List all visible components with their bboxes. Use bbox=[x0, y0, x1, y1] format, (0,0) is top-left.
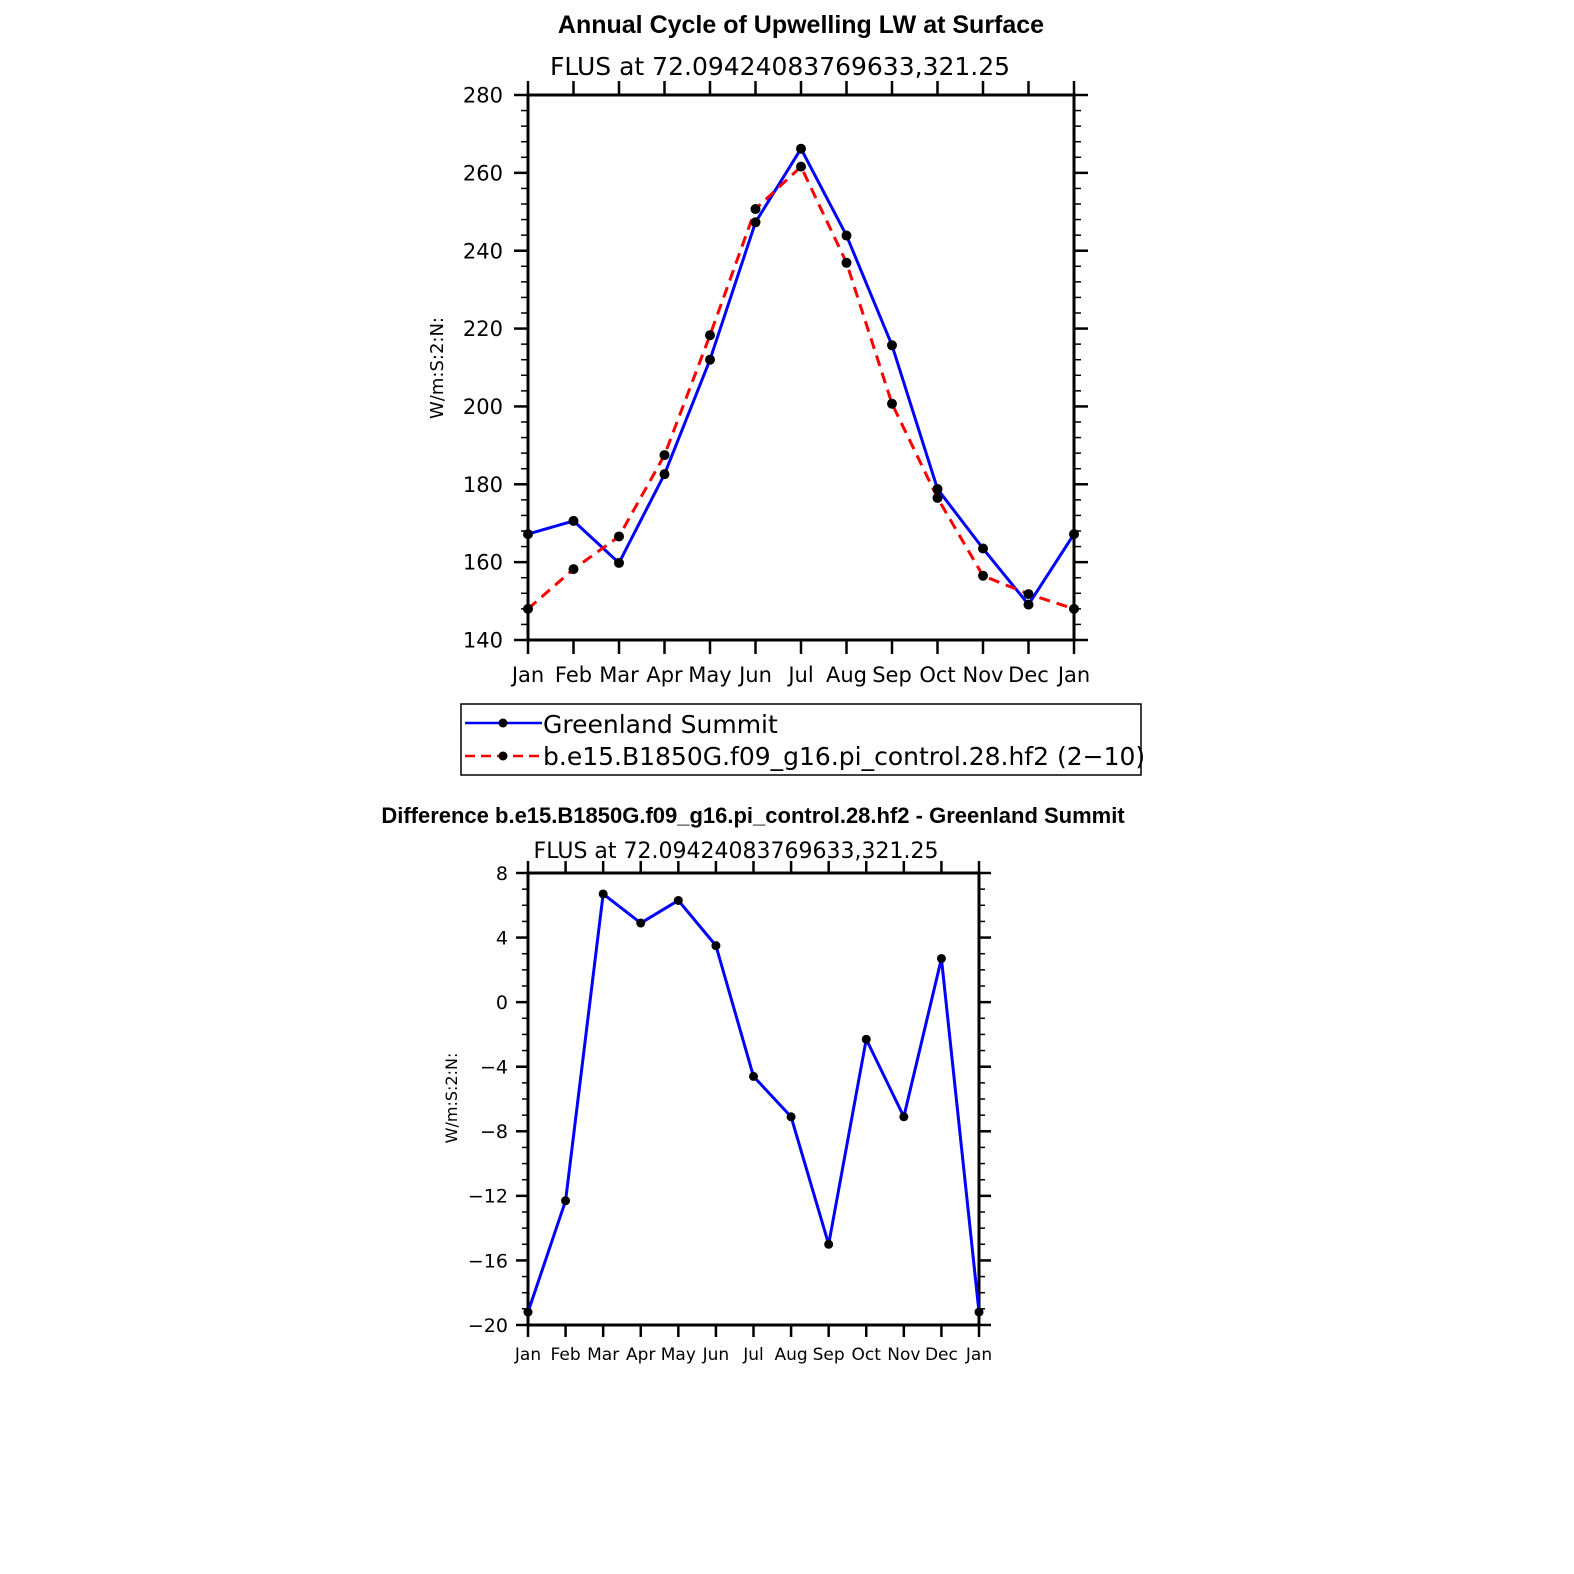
annual-cycle-chart bbox=[427, 11, 1145, 775]
y-tick-label: 200 bbox=[462, 394, 503, 419]
data-point bbox=[749, 1072, 758, 1081]
data-point bbox=[796, 144, 806, 154]
axis-ticks bbox=[516, 861, 991, 1337]
y-tick-label: −16 bbox=[467, 1250, 508, 1273]
x-tick-label: Feb bbox=[554, 663, 593, 687]
data-point bbox=[614, 531, 624, 541]
x-tick-label: May bbox=[660, 1345, 696, 1365]
chart-subtitle: FLUS at 72.09424083769633,321.25 bbox=[549, 52, 1011, 81]
x-tick-label: Oct bbox=[851, 1345, 881, 1365]
x-tick-label: Jan bbox=[514, 1345, 542, 1365]
data-point bbox=[937, 954, 946, 963]
x-tick-labels bbox=[514, 1345, 992, 1365]
legend bbox=[461, 704, 1145, 775]
y-axis-label: W/m:S:2:N: bbox=[442, 1052, 461, 1144]
data-point bbox=[1069, 604, 1079, 614]
data-point bbox=[787, 1112, 796, 1121]
x-tick-labels bbox=[510, 663, 1090, 687]
y-tick-label: 240 bbox=[462, 239, 503, 264]
data-point bbox=[933, 493, 943, 503]
plot-frame bbox=[528, 873, 979, 1325]
y-tick-label: 0 bbox=[495, 991, 508, 1014]
data-point bbox=[599, 889, 608, 898]
y-tick-label: 220 bbox=[462, 317, 503, 342]
y-tick-label: −12 bbox=[467, 1185, 508, 1208]
legend-label-model: b.e15.B1850G.f09_g16.pi_control.28.hf2 (2−10) bbox=[543, 742, 1146, 771]
chart-title: Difference b.e15.B1850G.f09_g16.pi_control.28.hf2 - Greenland Summit bbox=[381, 803, 1125, 828]
y-tick-label: −8 bbox=[479, 1121, 508, 1144]
y-tick-label: 140 bbox=[462, 628, 503, 653]
data-point bbox=[751, 217, 761, 227]
x-tick-label: Nov bbox=[962, 663, 1004, 687]
x-tick-label: Jan bbox=[1057, 663, 1091, 687]
x-tick-label: Jun bbox=[739, 663, 772, 687]
data-point bbox=[524, 1308, 533, 1317]
data-point bbox=[887, 399, 897, 409]
data-point bbox=[978, 544, 988, 554]
data-point bbox=[824, 1240, 833, 1249]
x-tick-label: Feb bbox=[550, 1345, 581, 1365]
data-point bbox=[978, 571, 988, 581]
y-tick-label: −4 bbox=[479, 1056, 508, 1079]
chart-title: Annual Cycle of Upwelling LW at Surface bbox=[557, 11, 1045, 39]
data-point bbox=[796, 162, 806, 172]
data-point bbox=[751, 204, 761, 214]
data-point bbox=[842, 231, 852, 241]
data-point bbox=[842, 258, 852, 268]
y-tick-label: 280 bbox=[462, 83, 503, 108]
data-point bbox=[705, 355, 715, 365]
data-point bbox=[569, 516, 579, 526]
series-line-1 bbox=[528, 167, 1074, 609]
series-line-0 bbox=[528, 149, 1074, 605]
x-tick-label: Aug bbox=[825, 663, 868, 687]
x-tick-label: Sep bbox=[872, 663, 912, 687]
y-tick-label: 260 bbox=[462, 161, 503, 186]
chart-subtitle: FLUS at 72.09424083769633,321.25 bbox=[533, 839, 939, 864]
x-tick-label: Mar bbox=[587, 1345, 620, 1365]
data-point bbox=[674, 896, 683, 905]
x-tick-label: Aug bbox=[774, 1345, 808, 1365]
data-point bbox=[975, 1308, 984, 1317]
data-point bbox=[523, 604, 533, 614]
x-tick-label: Jul bbox=[743, 1345, 764, 1365]
difference-chart bbox=[381, 803, 1125, 1365]
data-point bbox=[660, 469, 670, 479]
x-tick-label: Jan bbox=[511, 663, 545, 687]
data-point bbox=[660, 450, 670, 460]
data-point bbox=[569, 564, 579, 574]
data-point bbox=[705, 330, 715, 340]
y-tick-label: −20 bbox=[467, 1314, 508, 1337]
y-tick-label: 160 bbox=[462, 550, 503, 575]
x-tick-label: Apr bbox=[646, 663, 683, 687]
x-tick-label: Dec bbox=[924, 1345, 958, 1365]
series-group bbox=[523, 144, 1079, 614]
x-tick-label: Dec bbox=[1008, 663, 1049, 687]
y-tick-label: 180 bbox=[462, 472, 503, 497]
x-tick-label: Apr bbox=[626, 1345, 656, 1365]
y-tick-label: 8 bbox=[495, 862, 508, 885]
legend-marker-greenland-summit bbox=[499, 719, 508, 728]
x-tick-label: Oct bbox=[919, 663, 956, 687]
x-tick-label: Jun bbox=[702, 1345, 730, 1365]
legend-label-greenland-summit: Greenland Summit bbox=[543, 710, 778, 739]
x-tick-label: Jan bbox=[965, 1345, 993, 1365]
x-tick-label: Mar bbox=[599, 663, 639, 687]
data-point bbox=[899, 1112, 908, 1121]
data-point bbox=[523, 529, 533, 539]
data-point bbox=[1024, 589, 1034, 599]
series-group bbox=[524, 889, 984, 1316]
data-point bbox=[933, 484, 943, 494]
data-point bbox=[1024, 600, 1034, 610]
data-point bbox=[1069, 529, 1079, 539]
x-tick-label: Jul bbox=[788, 663, 814, 687]
data-point bbox=[711, 941, 720, 950]
x-tick-label: May bbox=[688, 663, 732, 687]
data-point bbox=[862, 1035, 871, 1044]
y-tick-labels bbox=[463, 84, 503, 653]
data-point bbox=[887, 340, 897, 350]
data-point bbox=[636, 919, 645, 928]
data-point bbox=[614, 558, 624, 568]
legend-marker-model bbox=[499, 752, 508, 761]
x-tick-label: Nov bbox=[887, 1345, 921, 1365]
y-tick-labels bbox=[468, 863, 508, 1337]
x-tick-label: Sep bbox=[812, 1345, 845, 1365]
y-tick-label: 4 bbox=[495, 927, 508, 950]
series-line-0 bbox=[528, 894, 979, 1312]
y-axis-label: W/m:S:2:N: bbox=[427, 317, 448, 419]
data-point bbox=[561, 1196, 570, 1205]
